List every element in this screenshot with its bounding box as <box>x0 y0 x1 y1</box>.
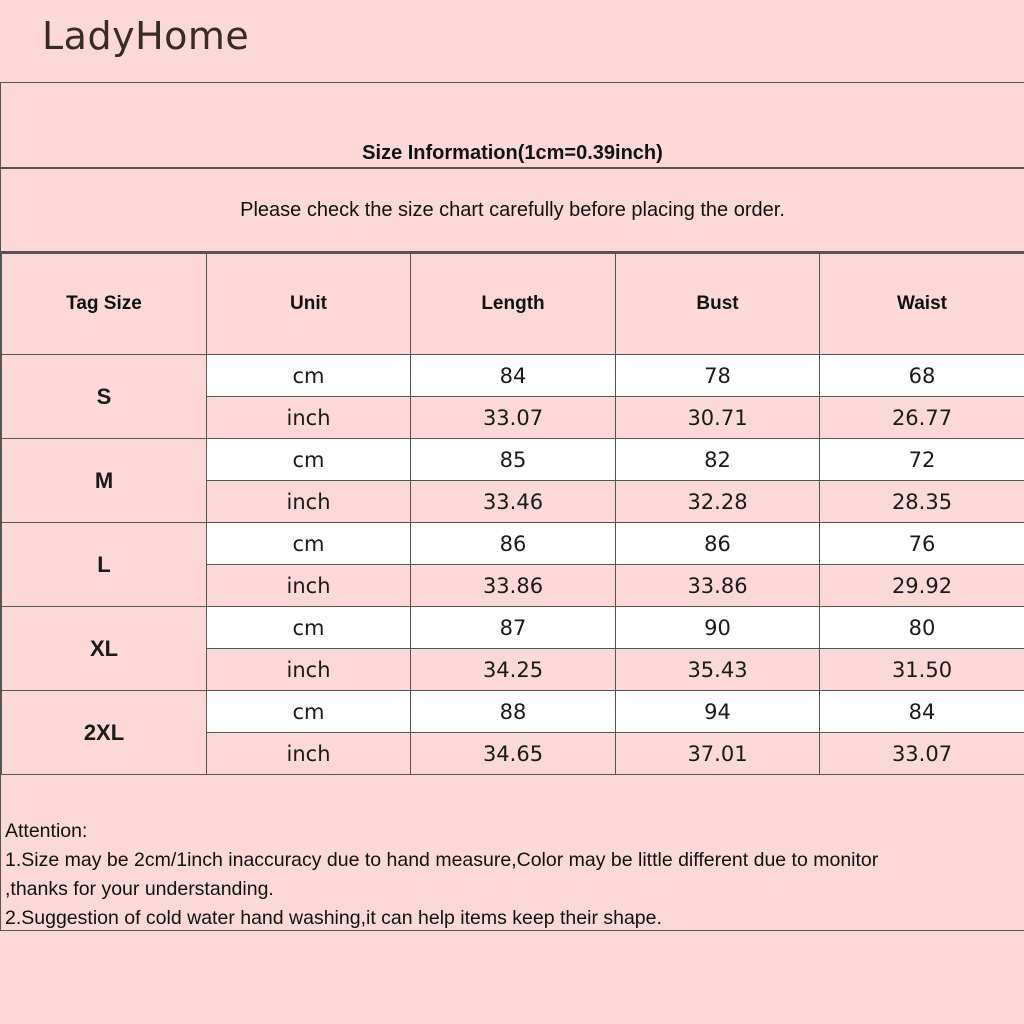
waist-cell: 76 <box>820 523 1024 565</box>
tag-size-cell: 2XL <box>2 691 207 775</box>
bust-cell: 30.71 <box>616 397 820 439</box>
unit-cell: inch <box>207 733 411 775</box>
unit-cell: cm <box>207 523 411 565</box>
table-row <box>2 523 1024 565</box>
attention-notes <box>1 775 1024 931</box>
waist-cell: 31.50 <box>820 649 1024 691</box>
unit-cell: cm <box>207 607 411 649</box>
bust-cell: 90 <box>616 607 820 649</box>
table-header-row <box>2 254 1024 355</box>
length-cell: 84 <box>411 355 616 397</box>
header-tag-size: Tag Size <box>2 254 207 355</box>
size-notice: Please check the size chart carefully before placing the order. <box>1 169 1024 253</box>
unit-cell: inch <box>207 565 411 607</box>
bust-cell: 78 <box>616 355 820 397</box>
bust-cell: 33.86 <box>616 565 820 607</box>
size-chart-sheet <box>0 82 1024 931</box>
length-cell: 33.46 <box>411 481 616 523</box>
unit-cell: inch <box>207 397 411 439</box>
table-row <box>2 355 1024 397</box>
size-table <box>1 253 1024 775</box>
header-bust: Bust <box>616 254 820 355</box>
bust-cell: 82 <box>616 439 820 481</box>
waist-cell: 84 <box>820 691 1024 733</box>
note-line: 2.Suggestion of cold water hand washing,it can help items keep their shape. <box>5 907 662 929</box>
table-row <box>2 691 1024 733</box>
waist-cell: 33.07 <box>820 733 1024 775</box>
length-cell: 86 <box>411 523 616 565</box>
waist-cell: 29.92 <box>820 565 1024 607</box>
header-length: Length <box>411 254 616 355</box>
tag-size-cell: L <box>2 523 207 607</box>
length-cell: 85 <box>411 439 616 481</box>
waist-cell: 72 <box>820 439 1024 481</box>
unit-cell: cm <box>207 691 411 733</box>
note-heading: Attention: <box>5 820 88 842</box>
length-cell: 33.07 <box>411 397 616 439</box>
unit-cell: cm <box>207 439 411 481</box>
length-cell: 33.86 <box>411 565 616 607</box>
tag-size-cell: S <box>2 355 207 439</box>
length-cell: 34.65 <box>411 733 616 775</box>
length-cell: 88 <box>411 691 616 733</box>
header-waist: Waist <box>820 254 1024 355</box>
length-cell: 87 <box>411 607 616 649</box>
unit-cell: inch <box>207 649 411 691</box>
note-line: 1.Size may be 2cm/1inch inaccuracy due to hand measure,Color may be little different due to monitor <box>5 849 879 871</box>
bust-cell: 35.43 <box>616 649 820 691</box>
brand-title: LadyHome <box>42 14 250 58</box>
table-row <box>2 439 1024 481</box>
tag-size-cell: XL <box>2 607 207 691</box>
table-row <box>2 607 1024 649</box>
bust-cell: 94 <box>616 691 820 733</box>
length-cell: 34.25 <box>411 649 616 691</box>
note-line: ,thanks for your understanding. <box>5 878 274 900</box>
header-unit: Unit <box>207 254 411 355</box>
unit-cell: cm <box>207 355 411 397</box>
waist-cell: 68 <box>820 355 1024 397</box>
unit-cell: inch <box>207 481 411 523</box>
tag-size-cell: M <box>2 439 207 523</box>
bust-cell: 86 <box>616 523 820 565</box>
waist-cell: 26.77 <box>820 397 1024 439</box>
waist-cell: 80 <box>820 607 1024 649</box>
size-info-title: Size Information(1cm=0.39inch) <box>1 83 1024 169</box>
waist-cell: 28.35 <box>820 481 1024 523</box>
bust-cell: 37.01 <box>616 733 820 775</box>
bust-cell: 32.28 <box>616 481 820 523</box>
